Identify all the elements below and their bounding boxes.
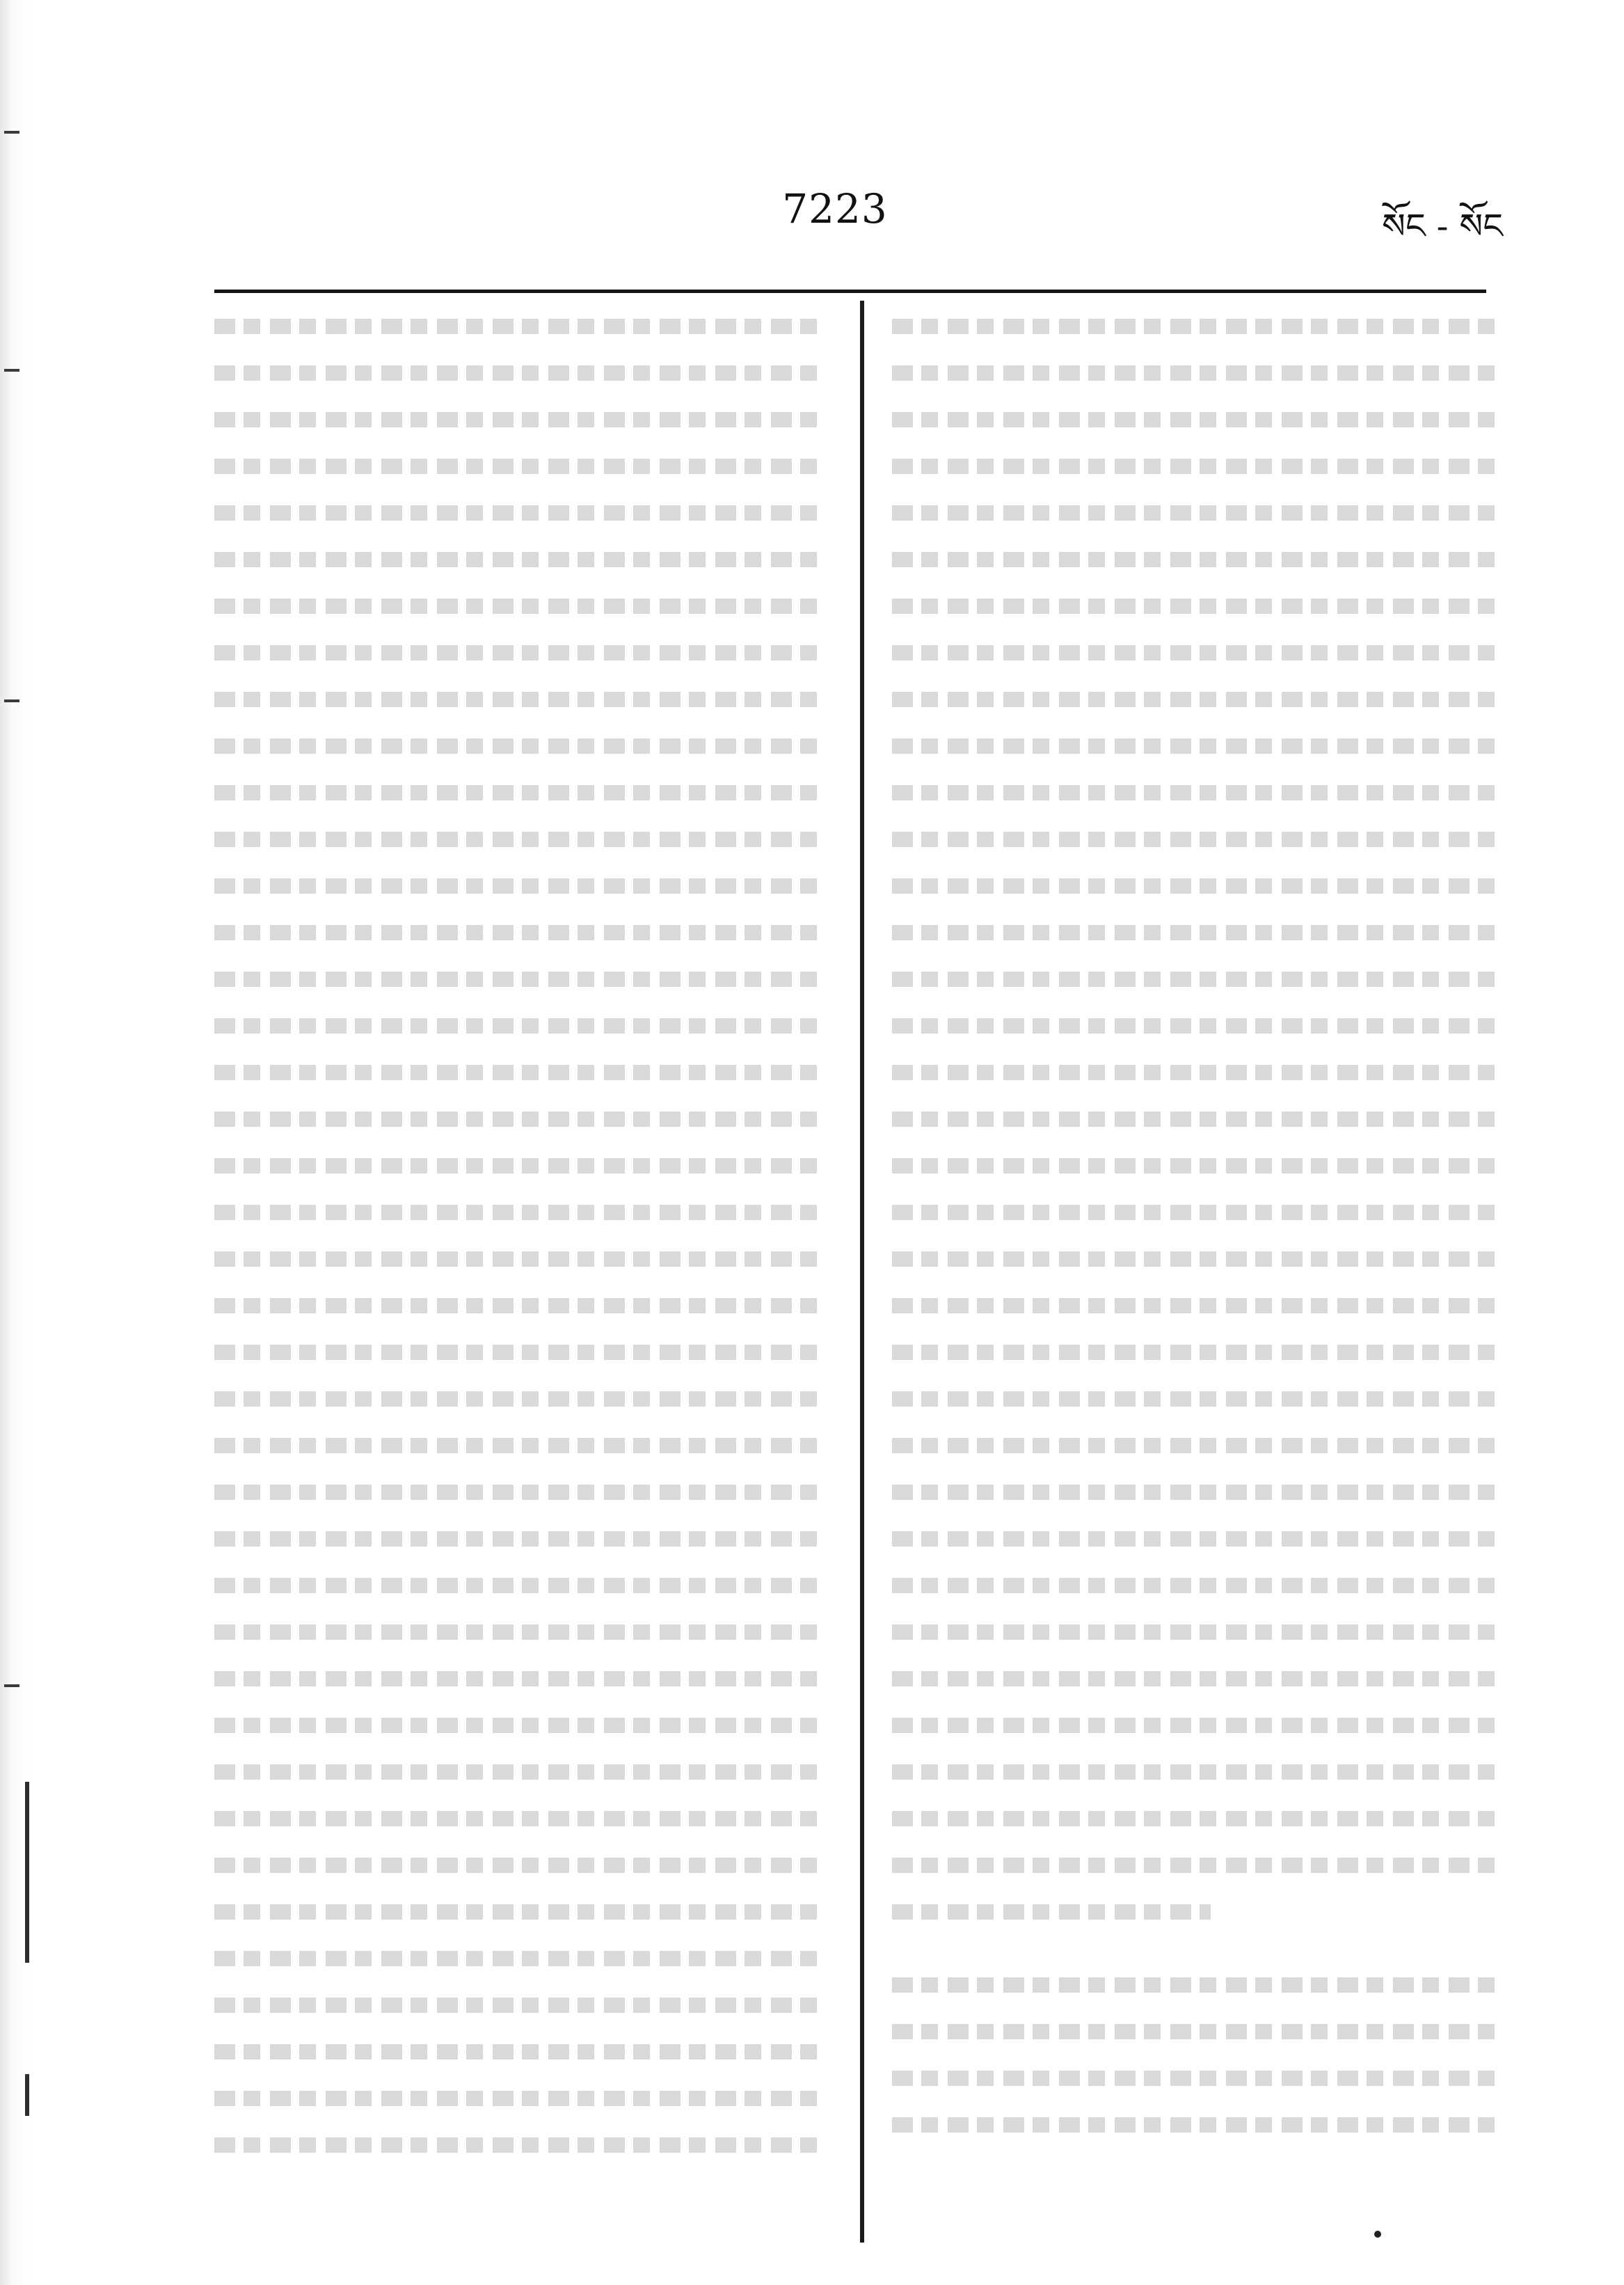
- text-line: [214, 966, 827, 992]
- text-line: [892, 1759, 1504, 1785]
- text-line: [214, 1992, 827, 2018]
- text-line: [214, 1432, 827, 1458]
- text-line: [214, 406, 827, 432]
- text-line: [892, 686, 1504, 712]
- column-divider: [860, 301, 864, 2243]
- text-line: [214, 1945, 827, 1971]
- text-line: [214, 1153, 827, 1178]
- text-line: [892, 1666, 1504, 1691]
- text-line: [214, 2085, 827, 2111]
- scan-mark: [4, 1684, 19, 1687]
- text-line: [892, 966, 1504, 992]
- text-line: [892, 1199, 1504, 1225]
- text-line: [892, 453, 1504, 479]
- page-number: 7223: [782, 185, 888, 232]
- text-line: [214, 1106, 827, 1132]
- text-line: [892, 780, 1504, 805]
- text-line: [214, 919, 827, 945]
- text-line: [214, 1386, 827, 1412]
- text-line: [214, 1059, 827, 1085]
- text-line: [892, 360, 1504, 386]
- text-line: [892, 2112, 1504, 2137]
- scan-mark: [25, 2074, 29, 2116]
- text-line: [892, 1805, 1504, 1831]
- text-line: [892, 1572, 1504, 1598]
- text-line: [214, 546, 827, 572]
- text-line: [892, 1106, 1504, 1132]
- text-line: [214, 780, 827, 805]
- text-line: [214, 1712, 827, 1738]
- text-line: [214, 873, 827, 899]
- text-line: [892, 1339, 1504, 1365]
- text-line: [214, 1526, 827, 1551]
- text-line: [214, 593, 827, 619]
- text-line: [892, 733, 1504, 759]
- text-line: [892, 500, 1504, 525]
- text-line: [892, 2018, 1504, 2044]
- text-line: [892, 1292, 1504, 1318]
- text-line: [214, 640, 827, 665]
- text-line: [214, 2039, 827, 2064]
- text-line: [214, 1292, 827, 1318]
- text-line: [214, 1852, 827, 1878]
- text-line: [214, 1199, 827, 1225]
- text-line: [214, 1805, 827, 1831]
- text-line: [214, 1339, 827, 1365]
- paragraph-gap: [892, 1945, 1504, 1959]
- scan-mark: [25, 1782, 29, 1963]
- text-line: [892, 919, 1504, 945]
- text-line: [892, 1059, 1504, 1085]
- text-line: [892, 826, 1504, 852]
- text-line: [214, 453, 827, 479]
- text-line: [214, 1666, 827, 1691]
- text-line: [892, 1013, 1504, 1038]
- header-rule: [214, 290, 1486, 293]
- text-line: [214, 1246, 827, 1272]
- scan-mark: [4, 699, 19, 702]
- scan-mark: [4, 131, 19, 134]
- text-line: [214, 1899, 827, 1924]
- text-line: [892, 1479, 1504, 1505]
- text-line: [892, 313, 1504, 339]
- scan-speck: [1374, 2231, 1381, 2238]
- text-line: [892, 2065, 1504, 2091]
- text-line: [892, 640, 1504, 665]
- text-line: [214, 1572, 827, 1598]
- text-line: [214, 1479, 827, 1505]
- text-line: [214, 686, 827, 712]
- right-column: [892, 313, 1504, 2213]
- text-line: [214, 733, 827, 759]
- text-line: [214, 360, 827, 386]
- text-line: [892, 1246, 1504, 1272]
- scan-mark: [4, 369, 19, 372]
- left-column: [214, 313, 827, 2213]
- text-line: [892, 593, 1504, 619]
- text-line: [892, 873, 1504, 899]
- text-line: [214, 313, 827, 339]
- text-line: [892, 546, 1504, 572]
- running-head: སོང - སོང: [1382, 206, 1503, 246]
- text-line: [892, 1386, 1504, 1412]
- text-line: [892, 406, 1504, 432]
- text-line: [214, 500, 827, 525]
- text-line: [214, 2132, 827, 2158]
- text-line: [892, 1526, 1504, 1551]
- text-line: [214, 1619, 827, 1645]
- text-line: [214, 826, 827, 852]
- text-line: [892, 1852, 1504, 1878]
- text-line: [892, 1899, 1504, 1924]
- text-line: [892, 1712, 1504, 1738]
- text-line: [892, 1432, 1504, 1458]
- text-line: [892, 1619, 1504, 1645]
- text-line: [214, 1759, 827, 1785]
- text-line: [892, 1972, 1504, 1998]
- text-line: [892, 1153, 1504, 1178]
- text-line: [214, 1013, 827, 1038]
